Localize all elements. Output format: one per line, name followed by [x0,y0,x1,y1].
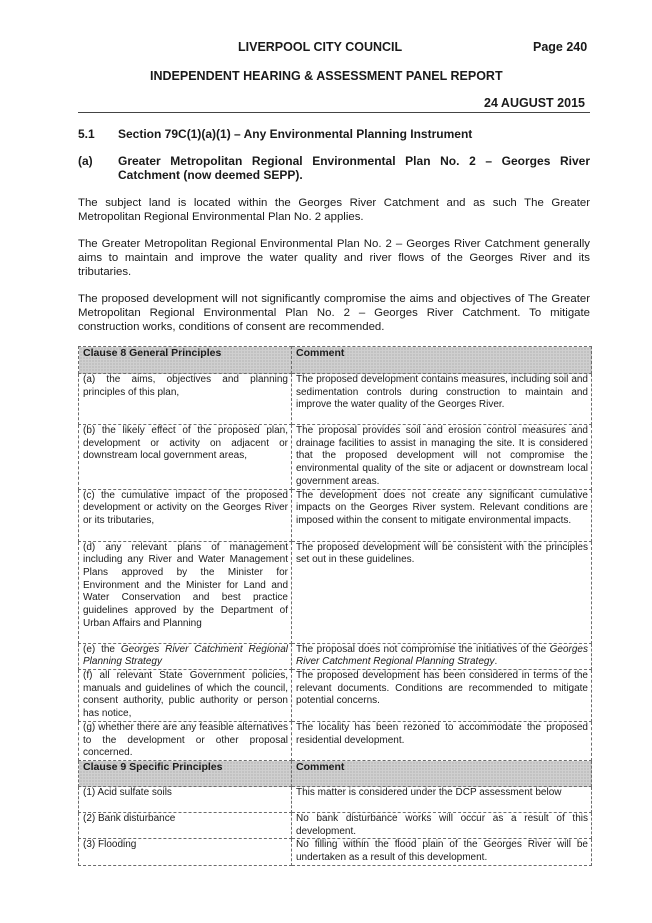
column-header: Clause 8 General Principles [79,347,292,374]
paragraph-1: The subject land is located within the Georges River Catchment and as such The Greater Metropolitan Regional Environmental Plan No. 2 applies. [78,197,590,223]
report-date: 24 AUGUST 2015 [484,96,585,110]
principle-text: (e) the [83,643,121,655]
comment-cell: The proposed development contains measures, including soil and sedimentation controls during construction to maintain and improve the water quality of the Georges River. [292,374,592,425]
principle-cell: (d) any relevant plans of management including any River and Water Management Plans approved by the Minister for Environment and the Minister for Land and Water Conservation and best practice guidelines approved by the Department of Urban Affairs and Planning [79,541,292,643]
principles-table [78,346,592,866]
strategy-title: Georges River Catchment Regional Planning Strategy [296,643,588,668]
table-row [79,489,592,541]
principle-cell: (2) Bank disturbance [79,813,292,839]
subsection-label: (a) [78,154,93,168]
strategy-title: Georges River Catchment Regional Planning Strategy [83,643,288,668]
section-title: Section 79C(1)(a)(1) – Any Environmental Planning Instrument [118,127,473,141]
table-row [79,787,592,813]
table-row [79,425,592,490]
comment-text: The proposal does not compromise the initiatives of the [296,643,550,655]
comment-cell: The locality has been rezoned to accommodate the proposed residential development. [292,721,592,760]
principle-cell: (c) the cumulative impact of the proposed development or activity on the Georges River or its tributaries, [79,489,292,541]
principle-cell: (a) the aims, objectives and planning principles of this plan, [79,374,292,425]
principle-cell: (g) whether there are any feasible alternatives to the development or other proposal concerned. [79,721,292,760]
comment-cell: The proposed development has been considered in terms of the relevant documents. Conditions are recommended to mitigate potential concerns. [292,669,592,721]
table-row [79,374,592,425]
principle-cell [79,643,292,669]
table-header-row [79,347,592,374]
comment-cell: This matter is considered under the DCP assessment below [292,787,592,813]
table-header-row [79,761,592,787]
section-number: 5.1 [78,127,95,141]
column-header: Comment [292,761,592,787]
council-name: LIVERPOOL CITY COUNCIL [238,40,403,54]
paragraph-2: The Greater Metropolitan Regional Environmental Plan No. 2 – Georges River Catchment generally aims to maintain and improve the water quality and river flows of the Georges River and its tributaries. [78,238,590,278]
principle-cell: (b) the likely effect of the proposed plan, development or activity on adjacent or downstream local government areas, [79,425,292,490]
table-row [79,643,592,669]
comment-cell: No filling within the flood plain of the Georges River will be undertaken as a result of this development. [292,839,592,865]
table-row [79,669,592,721]
principle-cell: (f) all relevant State Government policies, manuals and guidelines of which the council, consent authority, public authority or person has notice, [79,669,292,721]
page-number: Page 240 [533,40,588,54]
principle-cell: (1) Acid sulfate soils [79,787,292,813]
comment-cell: The proposal provides soil and erosion control measures and drainage facilities to assist in managing the site. It is considered that the proposed development will not compromise the environmental quality of the site or adjacent or downstream local government areas. [292,425,592,490]
principle-cell: (3) Flooding [79,839,292,865]
table-row [79,839,592,865]
paragraph-3: The proposed development will not significantly compromise the aims and objectives of The Greater Metropolitan Regional Environmental Plan No. 2 – Georges River Catchment. To mitigate construction works, conditions of consent are recommended. [78,293,590,333]
column-header: Clause 9 Specific Principles [79,761,292,787]
column-header: Comment [292,347,592,374]
section-heading [78,127,590,143]
subsection-title: Greater Metropolitan Regional Environmental Plan No. 2 – Georges River Catchment (now deemed SEPP). [118,154,590,182]
report-title: INDEPENDENT HEARING & ASSESSMENT PANEL REPORT [150,69,503,83]
table-row [79,813,592,839]
comment-cell: No bank disturbance works will occur as a result of this development. [292,813,592,839]
subsection-heading [78,154,590,184]
comment-text: . [494,656,498,668]
header-divider [78,112,590,113]
comment-cell: The development does not create any significant cumulative impacts on the Georges River system. Relevant conditions are imposed within the consent to mitigate environmental impacts. [292,489,592,541]
table-row [79,541,592,643]
table-row [79,721,592,760]
comment-cell [292,643,592,669]
comment-cell: The proposed development will be consistent with the principles set out in these guidelines. [292,541,592,643]
